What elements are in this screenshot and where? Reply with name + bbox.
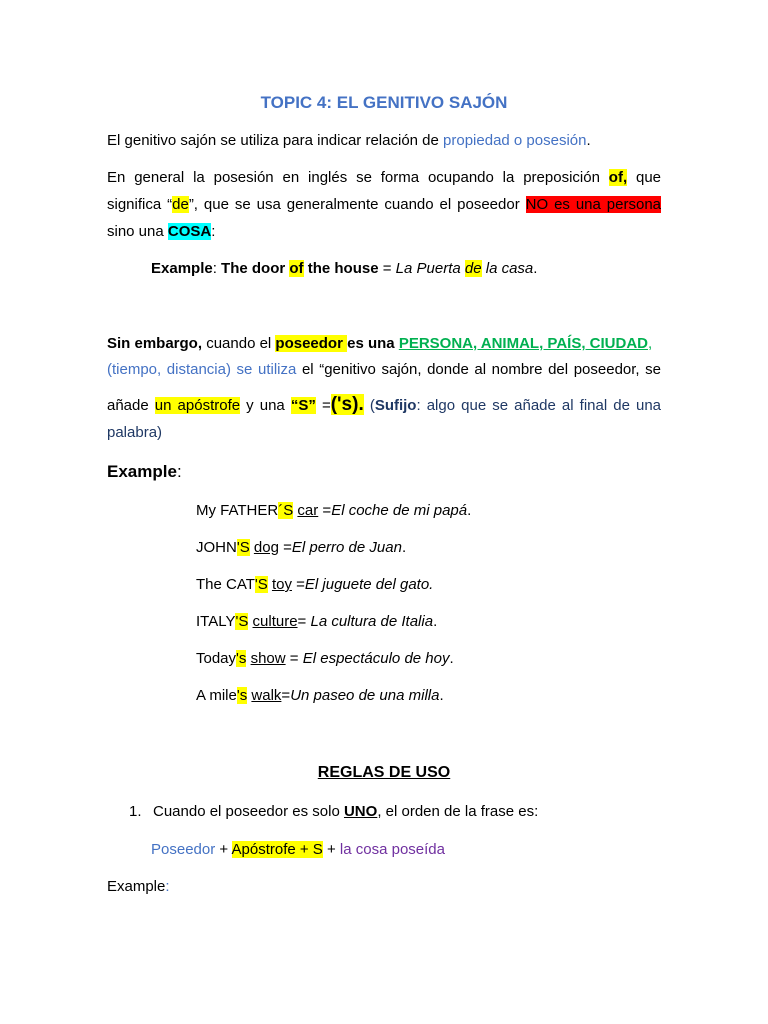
possessed-noun: culture [252, 613, 298, 630]
example-item [196, 686, 444, 706]
door-text: The door [221, 260, 290, 277]
highlight-apostrophe-s: ('s). [330, 394, 364, 415]
example-item [196, 501, 471, 521]
period: . [449, 650, 454, 667]
translation: El espectáculo de hoy [302, 650, 450, 667]
example-item [196, 575, 433, 595]
para-of-sino-una: sino una [107, 223, 168, 240]
formula-cosa-poseida: la cosa poseída [339, 841, 445, 858]
example-item [196, 538, 406, 558]
possessed-noun: show [250, 650, 286, 667]
para-sin-line2 [107, 360, 661, 380]
example-door [151, 259, 537, 279]
owner: A mile [196, 687, 237, 704]
para-of-line2 [107, 195, 661, 215]
house-text: the house [303, 260, 379, 277]
translation: El juguete del gato. [304, 576, 434, 593]
possessed-noun: dog [253, 539, 279, 556]
possessive-suffix: 's [236, 687, 248, 704]
equals: = [378, 260, 396, 277]
final-example [107, 877, 170, 897]
equals: = [281, 687, 291, 704]
intro-paragraph [107, 131, 591, 151]
highlight-of: of, [608, 169, 628, 186]
owner: Today [196, 650, 237, 667]
example-item [196, 612, 437, 632]
page-title: TOPIC 4: EL GENITIVO SAJÓN [260, 93, 508, 112]
genitivo-sajon-text: el “genitivo sajón, donde al nombre del poseedor, se [301, 361, 662, 378]
owner: ITALY [196, 613, 236, 630]
equals: = [318, 502, 332, 519]
rule-uno: UNO [343, 803, 378, 820]
para-of-que-se-usa: ”, que se usa generalmente cuando el poseedor [188, 196, 520, 213]
owner: My FATHER [196, 502, 279, 519]
period: . [439, 687, 444, 704]
equals: = [291, 576, 305, 593]
equals: = [278, 539, 292, 556]
formula-poseedor: Poseedor [151, 841, 216, 858]
list-comma: , [648, 335, 653, 352]
example-label: Example [151, 260, 213, 277]
example-heading-colon: : [176, 462, 182, 481]
period: . [401, 539, 407, 556]
highlight-de: de [172, 196, 189, 213]
highlight-cosa: COSA [167, 223, 212, 240]
highlight-no-es-persona: NO es una persona [525, 196, 662, 213]
final-example-label: Example [107, 878, 166, 895]
possessive-suffix: 's [236, 650, 247, 667]
para-of-colon: : [211, 223, 216, 240]
possessive-suffix: ´S [278, 502, 294, 519]
period: . [467, 502, 472, 519]
highlight-de-translation: de [464, 260, 482, 277]
para-sin-line3 [107, 391, 661, 420]
possessive-suffix: 'S [236, 539, 250, 556]
para-sin-line1 [107, 334, 652, 354]
possessed-noun: car [297, 502, 319, 519]
period: . [533, 260, 538, 277]
para-sin-line4: palabra) [107, 424, 163, 441]
intro-end: . [586, 132, 591, 149]
example-colon: : [212, 260, 222, 277]
para-of-line3 [107, 222, 215, 242]
para-of-end: que [635, 169, 662, 186]
possessive-suffix: 'S [254, 576, 268, 593]
translation: La cultura de Italia [310, 613, 434, 630]
equals: = [285, 650, 303, 667]
final-example-colon: : [165, 878, 170, 895]
equals: = [297, 613, 311, 630]
highlight-apostrofe: un apóstrofe [154, 397, 241, 414]
es-una: es una [347, 335, 395, 352]
possessive-suffix: 'S [235, 613, 249, 630]
translation: Un paseo de una milla [290, 687, 440, 704]
para-of-significa: significa “ [107, 196, 173, 213]
formula [151, 840, 445, 860]
period: . [433, 613, 438, 630]
plus-sign: + [215, 841, 232, 858]
example-heading-label: Example [107, 462, 177, 481]
possessed-noun: toy [271, 576, 292, 593]
example-heading [107, 461, 182, 483]
sin-embargo: Sin embargo, [107, 335, 203, 352]
rule-text: Cuando el poseedor es solo [153, 803, 344, 820]
rules-heading: REGLAS DE USO [317, 764, 451, 781]
owner: JOHN [196, 539, 237, 556]
possessed-noun: walk [251, 687, 282, 704]
para-of-line1 [107, 168, 661, 188]
persona-animal-list: PERSONA, ANIMAL, PAÍS, CIUDAD [398, 335, 648, 352]
highlight-poseedor: poseedor [275, 335, 348, 352]
plus-sign: + [322, 841, 340, 858]
y-una: y una [246, 397, 285, 414]
formula-apostrofe-s: Apóstrofe + S [231, 841, 323, 858]
tiempo-distancia: (tiempo, distancia) se utiliza [107, 361, 297, 378]
equals-s: = [321, 397, 331, 414]
rule-text-end: , el orden de la frase es: [377, 803, 539, 820]
para-of-text: En general la posesión en inglés se forma ocupando la preposición [107, 169, 600, 186]
anade: añade [107, 397, 149, 414]
rule-number: 1. [129, 803, 142, 820]
example-item [196, 649, 454, 669]
translation-part1: La Puerta [395, 260, 465, 277]
intro-link-text: propiedad o posesión [443, 132, 587, 149]
rule-1 [129, 802, 538, 822]
owner: The CAT [196, 576, 255, 593]
sufijo-label: Sufijo [374, 397, 417, 414]
highlight-s: “S” [290, 397, 316, 414]
sufijo-definition: : algo que se añade al final de una [416, 397, 662, 414]
translation-part2: la casa [481, 260, 534, 277]
intro-text: El genitivo sajón se utiliza para indicar relación de [107, 132, 444, 149]
open-paren: ( [369, 397, 375, 414]
translation: El coche de mi papá [331, 502, 468, 519]
highlight-of-door: of [289, 260, 304, 277]
translation: El perro de Juan [291, 539, 402, 556]
cuando-el: cuando el [202, 335, 276, 352]
